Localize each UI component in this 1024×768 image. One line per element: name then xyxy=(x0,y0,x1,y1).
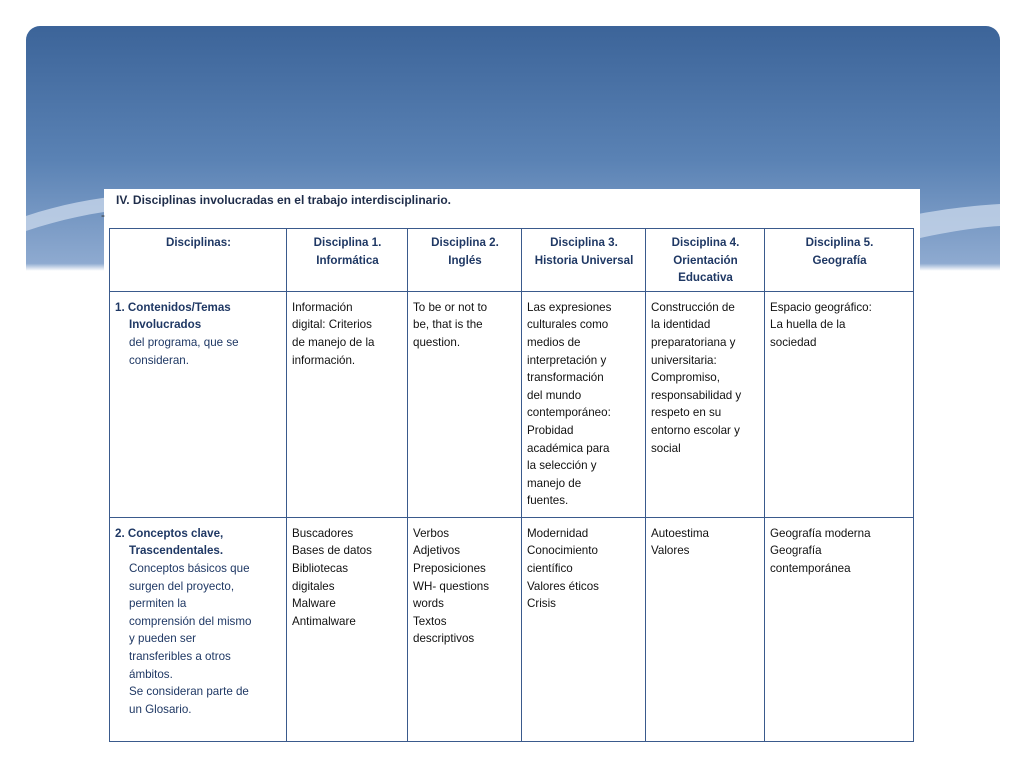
table-cell xyxy=(765,291,914,517)
document-panel xyxy=(101,189,920,764)
cell-text-line: consideran. xyxy=(129,353,189,367)
cell-text-line: Conceptos básicos que xyxy=(129,561,250,575)
table-cell xyxy=(408,291,522,517)
column-header xyxy=(765,229,914,292)
cell-text-line: Verbos xyxy=(413,526,450,540)
column-header xyxy=(287,229,408,292)
cell-text-line: Malware xyxy=(292,597,336,611)
cell-text-line: Textos xyxy=(413,614,447,628)
cell-text-line: Bases de datos xyxy=(292,544,372,558)
cell-text-line: manejo de xyxy=(527,476,582,490)
cell-text-line: Se consideran parte de xyxy=(129,685,249,699)
row-label-title: Involucrados xyxy=(129,318,202,332)
cell-text-line: interpretación y xyxy=(527,353,607,367)
table-cell xyxy=(287,291,408,517)
disciplines-table xyxy=(109,228,914,742)
cell-text-line: words xyxy=(413,597,444,611)
row-label-title: Trascendentales. xyxy=(129,544,224,558)
cell-text-line: Educativa xyxy=(678,271,733,285)
cell-text-line: Disciplina 2. xyxy=(431,236,499,249)
cell-text-line: Geografía xyxy=(770,544,822,558)
cell-text-line: y pueden ser xyxy=(129,632,197,646)
cell-text-line: contemporánea xyxy=(770,561,851,575)
cell-text-line: Valores xyxy=(651,544,690,558)
cell-text-line: Preposiciones xyxy=(413,561,486,575)
cell-text-line: Probidad xyxy=(527,423,574,437)
table-header-row xyxy=(110,229,914,292)
table-cell xyxy=(765,517,914,741)
table-row xyxy=(110,291,914,517)
cell-text-line: Construcción de xyxy=(651,300,735,314)
cell-text-line: medios de xyxy=(527,335,581,349)
cell-text-line: entorno escolar y xyxy=(651,423,740,437)
cell-text-line: descriptivos xyxy=(413,632,475,646)
cell-text-line: ámbitos. xyxy=(129,667,173,681)
cell-text-line: Información xyxy=(292,300,353,314)
cell-text-line: Autoestima xyxy=(651,526,709,540)
cell-text-line: Valores éticos xyxy=(527,579,599,593)
cell-text-line: Espacio geográfico: xyxy=(770,300,872,314)
cell-text-line: permiten la xyxy=(129,597,187,611)
table-row xyxy=(110,517,914,741)
cell-text-line: un Glosario. xyxy=(129,702,192,716)
column-header xyxy=(408,229,522,292)
cell-text-line: La huella de la xyxy=(770,318,846,332)
cell-text-line: de manejo de la xyxy=(292,335,375,349)
cell-text-line: fuentes. xyxy=(527,494,569,508)
cell-text-line: Disciplina 1. xyxy=(313,236,382,249)
cell-text-line: question. xyxy=(413,335,461,349)
cell-text-line: Crisis xyxy=(527,597,556,611)
cell-text-line: digital: Criterios xyxy=(292,318,372,332)
cell-text-line: Buscadores xyxy=(292,526,354,540)
cell-text-line: contemporáneo: xyxy=(527,406,611,420)
cell-text-line: la selección y xyxy=(527,459,597,473)
cell-text-line: académica para xyxy=(527,441,610,455)
table-cell xyxy=(522,517,646,741)
cell-text-line: Modernidad xyxy=(527,526,589,540)
cell-text-line: del mundo xyxy=(527,388,582,402)
cell-text-line: información. xyxy=(292,353,356,367)
cell-text-line: be, that is the xyxy=(413,318,483,332)
column-header xyxy=(522,229,646,292)
cell-text-line: preparatoriana y xyxy=(651,335,736,349)
document-title: IV. Disciplinas involucradas en el trabajo interdisciplinario. xyxy=(116,193,451,207)
cell-text-line: surgen del proyecto, xyxy=(129,579,235,593)
cell-text-line: responsabilidad y xyxy=(651,388,742,402)
table-cell xyxy=(408,517,522,741)
cell-text-line: digitales xyxy=(292,579,335,593)
row-label-title: 1. Contenidos/Temas xyxy=(115,300,231,314)
cell-text-line: del programa, que se xyxy=(129,335,239,349)
cell-text-line: Historia Universal xyxy=(534,253,634,267)
cell-text-line: transferibles a otros xyxy=(129,649,231,663)
cell-text-line: WH- questions xyxy=(413,579,490,593)
cell-text-line: la identidad xyxy=(651,318,711,332)
cell-text-line: Inglés xyxy=(448,253,482,267)
cell-text-line: sociedad xyxy=(770,335,817,349)
cell-text-line: Informática xyxy=(316,253,379,267)
margin-marker: - xyxy=(101,208,105,222)
cell-text-line: Geografía moderna xyxy=(770,526,871,540)
table-cell xyxy=(646,291,765,517)
cell-text-line: científico xyxy=(527,561,573,575)
cell-text-line: Compromiso, xyxy=(651,371,720,385)
cell-text-line: culturales como xyxy=(527,318,609,332)
row-label-cell xyxy=(110,291,287,517)
cell-text-line: Disciplinas: xyxy=(165,236,232,249)
cell-text-line: respeto en su xyxy=(651,406,722,420)
cell-text-line: universitaria: xyxy=(651,353,717,367)
cell-text-line: Disciplina 4. xyxy=(671,236,740,249)
cell-text-line: Antimalware xyxy=(292,614,356,628)
column-header xyxy=(110,229,287,292)
cell-text-line: social xyxy=(651,441,681,455)
cell-text-line: Disciplina 5. xyxy=(805,236,874,249)
cell-text-line: Orientación xyxy=(673,253,738,267)
cell-text-line: Geografía xyxy=(812,253,867,267)
cell-text-line: transformación xyxy=(527,371,604,385)
row-label-cell xyxy=(110,517,287,741)
table-cell xyxy=(287,517,408,741)
table-cell xyxy=(646,517,765,741)
row-label-title: 2. Conceptos clave, xyxy=(115,526,224,540)
table-cell xyxy=(522,291,646,517)
cell-text-line: Conocimiento xyxy=(527,544,598,558)
column-header xyxy=(646,229,765,292)
cell-text-line: Disciplina 3. xyxy=(550,236,618,249)
cell-text-line: comprensión del mismo xyxy=(129,614,252,628)
cell-text-line: To be or not to xyxy=(413,300,488,314)
cell-text-line: Las expresiones xyxy=(527,300,612,314)
cell-text-line: Bibliotecas xyxy=(292,561,349,575)
cell-text-line: Adjetivos xyxy=(413,544,461,558)
